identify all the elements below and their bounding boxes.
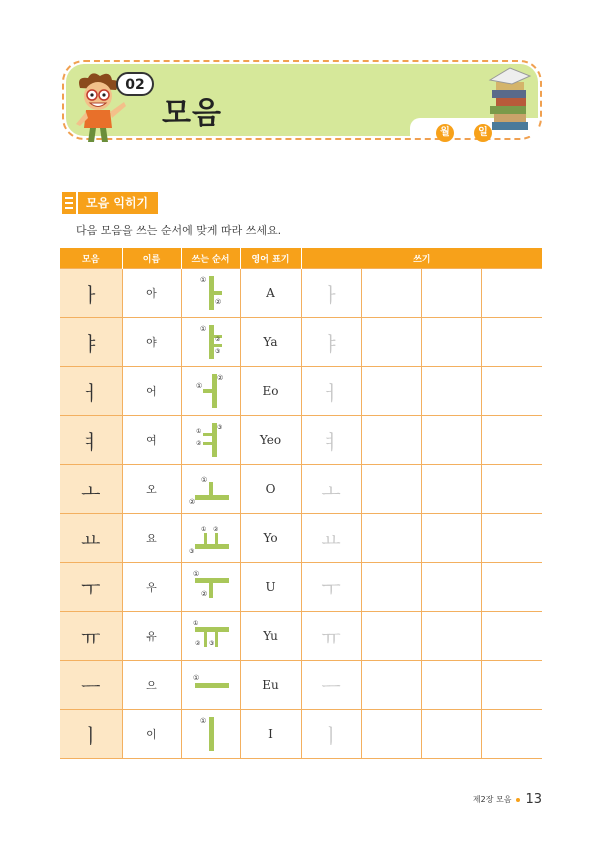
date-month-label: 월 [436,124,454,142]
romanization-cell: Yeo [240,416,301,465]
vowel-name-cell: 어 [122,367,181,416]
svg-text:②: ② [194,640,200,647]
svg-text:②: ② [214,298,221,306]
writing-cell[interactable] [421,269,481,318]
table-row [60,612,542,661]
vowel-cell: ㅗ [60,465,122,514]
romanization-cell: Yu [240,612,301,661]
vowel-cell: ㅠ [60,612,122,661]
vowel-name-cell: 야 [122,318,181,367]
writing-cell[interactable] [481,269,542,318]
vowel-name-cell: 유 [122,612,181,661]
writing-cell[interactable] [361,661,421,710]
vowel-cell: ㅜ [60,563,122,612]
section-tag [62,192,158,214]
header-name: 이름 [122,248,181,269]
table-row [60,514,542,563]
table-header-row [60,248,542,269]
svg-text:②: ② [216,374,223,382]
writing-cell[interactable] [421,514,481,563]
vowel-name-cell: 우 [122,563,181,612]
vowel-cell: ㅛ [60,514,122,563]
writing-cell[interactable] [361,612,421,661]
romanization-cell: Eo [240,367,301,416]
svg-text:③: ③ [208,640,214,647]
table-row [60,465,542,514]
stroke-order-diagram [187,566,235,608]
writing-cell[interactable] [481,612,542,661]
vowel-practice-table [60,248,542,759]
writing-cell[interactable] [361,416,421,465]
svg-text:①: ① [195,428,201,435]
trace-cell[interactable]: ㅑ [301,318,361,367]
table-row [60,710,542,759]
svg-text:①: ① [199,717,206,725]
trace-cell[interactable]: ㅣ [301,710,361,759]
writing-cell[interactable] [481,514,542,563]
vowel-cell: ㅑ [60,318,122,367]
trace-cell[interactable]: ㅡ [301,661,361,710]
writing-cell[interactable] [481,661,542,710]
stroke-order-cell [181,661,240,710]
header-vowel: 모음 [60,248,122,269]
writing-cell[interactable] [421,563,481,612]
section-label: 모음 익히기 [78,192,158,214]
stroke-order-cell [181,612,240,661]
writing-cell[interactable] [421,612,481,661]
writing-cell[interactable] [421,367,481,416]
vowel-name-cell: 으 [122,661,181,710]
stroke-order-cell [181,710,240,759]
stroke-order-cell [181,563,240,612]
svg-text:②: ② [212,526,218,533]
writing-cell[interactable] [481,367,542,416]
trace-cell[interactable]: ㅏ [301,269,361,318]
svg-text:①: ① [200,476,207,484]
trace-cell[interactable]: ㅗ [301,465,361,514]
svg-text:①: ① [199,276,206,284]
writing-cell[interactable] [361,318,421,367]
svg-text:③: ③ [214,348,220,355]
table-row [60,416,542,465]
stroke-order-cell [181,318,240,367]
stroke-order-diagram [187,272,235,314]
svg-text:①: ① [192,674,199,682]
chapter-number-bubble: 02 [116,72,154,96]
page-number: 13 [525,792,542,807]
trace-cell[interactable]: ㅕ [301,416,361,465]
vowel-cell: ㅡ [60,661,122,710]
header-stroke-order: 쓰는 순서 [181,248,240,269]
stroke-order-diagram [187,517,235,559]
writing-cell[interactable] [421,710,481,759]
romanization-cell: Eu [240,661,301,710]
books-illustration [484,64,534,134]
table-row [60,661,542,710]
stroke-order-diagram [187,713,235,755]
vowel-cell: ㅓ [60,367,122,416]
trace-cell[interactable]: ㅛ [301,514,361,563]
vowel-name-cell: 여 [122,416,181,465]
svg-text:①: ① [199,325,206,333]
romanization-cell: U [240,563,301,612]
writing-cell[interactable] [361,367,421,416]
writing-cell[interactable] [361,563,421,612]
stroke-order-cell [181,416,240,465]
svg-text:②: ② [188,498,195,506]
writing-cell[interactable] [481,318,542,367]
svg-text:②: ② [200,590,207,598]
instruction-text: 다음 모음을 쓰는 순서에 맞게 따라 쓰세요. [76,224,282,237]
vowel-name-cell: 아 [122,269,181,318]
svg-text:①: ① [195,382,202,390]
stroke-order-diagram [187,370,235,412]
writing-cell[interactable] [421,318,481,367]
writing-cell[interactable] [421,465,481,514]
vowel-cell: ㅣ [60,710,122,759]
header-romanization: 영어 표기 [240,248,301,269]
table-row [60,269,542,318]
romanization-cell: I [240,710,301,759]
writing-cell[interactable] [421,416,481,465]
vowel-name-cell: 요 [122,514,181,563]
table-row [60,318,542,367]
svg-text:③: ③ [188,548,194,555]
svg-text:②: ② [195,440,201,447]
stroke-order-diagram [187,419,235,461]
stroke-order-cell [181,269,240,318]
romanization-cell: Ya [240,318,301,367]
trace-cell[interactable]: ㅓ [301,367,361,416]
writing-cell[interactable] [361,269,421,318]
footer-dot-icon [516,798,520,802]
stroke-order-diagram [187,321,235,363]
date-day-label: 일 [474,124,492,142]
chapter-title: 모음 [162,96,222,131]
writing-cell[interactable] [361,514,421,563]
stroke-order-diagram [187,615,235,657]
romanization-cell: A [240,269,301,318]
vowel-name-cell: 이 [122,710,181,759]
stroke-order-diagram [187,468,235,510]
writing-cell[interactable] [361,465,421,514]
vowel-cell: ㅏ [60,269,122,318]
svg-text:①: ① [192,620,198,627]
svg-text:③: ③ [216,424,222,431]
table-row [60,367,542,416]
stroke-order-cell [181,514,240,563]
vowel-cell: ㅕ [60,416,122,465]
writing-cell[interactable] [481,710,542,759]
svg-text:①: ① [192,570,199,578]
page-footer [473,792,542,807]
stroke-order-cell [181,367,240,416]
trace-cell[interactable]: ㅠ [301,612,361,661]
writing-cell[interactable] [421,661,481,710]
svg-text:②: ② [214,336,220,343]
footer-chapter: 제2장 모음 [472,795,512,804]
writing-cell[interactable] [481,416,542,465]
stroke-order-diagram [187,664,235,706]
romanization-cell: O [240,465,301,514]
stroke-order-cell [181,465,240,514]
romanization-cell: Yo [240,514,301,563]
writing-cell[interactable] [481,563,542,612]
writing-cell[interactable] [481,465,542,514]
writing-cell[interactable] [361,710,421,759]
table-row [60,563,542,612]
trace-cell[interactable]: ㅜ [301,563,361,612]
list-icon [62,192,76,214]
svg-text:①: ① [200,526,206,533]
header-writing: 쓰기 [301,248,542,269]
vowel-name-cell: 오 [122,465,181,514]
